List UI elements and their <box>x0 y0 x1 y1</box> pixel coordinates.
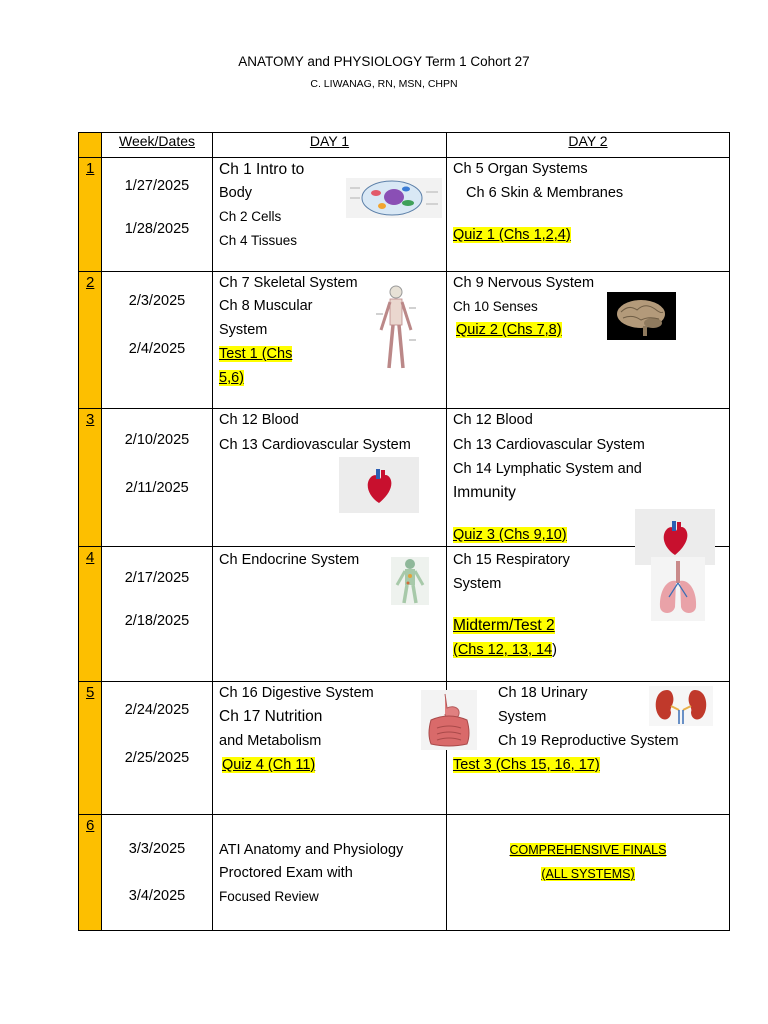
topic-line: Ch 12 Blood <box>453 412 533 428</box>
date: 2/11/2025 <box>125 480 189 496</box>
table-row <box>79 158 730 272</box>
topic-line: Ch 7 Skeletal System <box>219 275 358 291</box>
date: 1/27/2025 <box>124 178 190 194</box>
dates-cell <box>102 815 213 931</box>
day2-cell <box>447 682 730 815</box>
topic-line: Ch 17 Nutrition <box>219 708 323 725</box>
topic-line: Ch Endocrine System <box>219 552 360 568</box>
topic-line: Ch 16 Digestive System <box>219 685 374 701</box>
topic-line: Ch 4 Tissues <box>219 233 298 248</box>
topic-line: Ch 5 Organ Systems <box>453 161 588 177</box>
header-row <box>79 133 730 158</box>
week-number-cell <box>79 682 102 815</box>
date: 1/28/2025 <box>124 221 190 237</box>
quiz-highlight: Quiz 4 (Ch 11) <box>222 757 316 773</box>
topic-line: Ch 15 Respiratory <box>453 552 570 568</box>
date: 3/4/2025 <box>128 888 186 904</box>
topic-line: Ch 8 Muscular <box>219 298 313 314</box>
dates-cell <box>102 682 213 815</box>
heart-image <box>339 457 419 513</box>
week-number: 6 <box>86 817 95 834</box>
instructor-line: C. LIWANAG, RN, MSN, CHPN <box>310 78 458 90</box>
test-highlight: Test 3 (Chs 15, 16, 17) <box>453 757 600 773</box>
week-number: 3 <box>86 411 95 428</box>
brain-image <box>607 292 676 340</box>
table-row <box>79 682 730 815</box>
dates-cell <box>102 158 213 272</box>
date: 2/4/2025 <box>128 341 186 357</box>
topic-line: System <box>219 322 268 338</box>
date: 3/3/2025 <box>128 841 186 857</box>
cell-diagram-image <box>346 178 442 218</box>
topic-line: Ch 2 Cells <box>219 209 282 224</box>
day1-cell <box>213 815 447 931</box>
week-number-cell <box>79 272 102 409</box>
week-number: 1 <box>86 160 95 177</box>
kidneys-image <box>649 686 713 726</box>
topic-line: Body <box>219 185 253 201</box>
midterm-highlight: Midterm/Test 2 <box>453 617 555 634</box>
day1-cell <box>213 158 447 272</box>
week-number-cell <box>79 409 102 547</box>
table-row <box>79 409 730 547</box>
topic-line: Ch 19 Reproductive System <box>498 733 679 749</box>
week-dates-header: Week/Dates <box>102 133 213 158</box>
midterm-highlight: (Chs 12, 13, 14 <box>453 642 553 658</box>
date: 2/25/2025 <box>124 750 190 766</box>
topic-line: Ch 18 Urinary <box>498 685 588 701</box>
date: 2/10/2025 <box>124 432 190 448</box>
endocrine-figure-image <box>391 557 429 605</box>
week-number: 5 <box>86 684 95 701</box>
topic-line: System <box>498 709 547 725</box>
skeleton-figure-image <box>375 284 417 370</box>
topic-line: Immunity <box>453 484 516 501</box>
topic-line: Proctored Exam with <box>219 865 353 881</box>
day1-header: DAY 1 <box>213 133 447 158</box>
topic-line: Ch 12 Blood <box>219 412 299 428</box>
day2-cell <box>447 158 730 272</box>
topic-line: Ch 9 Nervous System <box>453 275 595 291</box>
topic-line: Ch 1 Intro to <box>219 161 305 178</box>
topic-line: Ch 13 Cardiovascular System <box>219 437 411 453</box>
document-title: ANATOMY and PHYSIOLOGY Term 1 Cohort 27 <box>238 54 530 69</box>
date: 2/17/2025 <box>124 570 190 586</box>
test-highlight: Test 1 (Chs <box>219 346 293 362</box>
week-number-cell <box>79 815 102 931</box>
schedule-table <box>78 132 730 931</box>
day2-cell <box>447 815 730 931</box>
date: 2/24/2025 <box>124 702 190 718</box>
day1-cell <box>213 409 447 547</box>
finals-highlight: (ALL SYSTEMS) <box>541 867 635 881</box>
topic-line: and Metabolism <box>219 733 322 749</box>
date: 2/3/2025 <box>128 293 186 309</box>
day2-header: DAY 2 <box>447 133 730 158</box>
day2-cell <box>447 272 730 409</box>
week-number: 2 <box>86 274 95 291</box>
day1-cell <box>213 682 447 815</box>
day1-cell <box>213 547 447 682</box>
day2-cell <box>447 547 730 682</box>
topic-line: Ch 10 Senses <box>453 299 538 314</box>
topic-line: Focused Review <box>219 889 319 904</box>
topic-line: Ch 13 Cardiovascular System <box>453 437 645 453</box>
day1-cell <box>213 272 447 409</box>
quiz-highlight: Quiz 2 (Chs 7,8) <box>456 322 562 338</box>
week-number: 4 <box>86 549 95 566</box>
closing-paren: ) <box>552 642 557 658</box>
lungs-image <box>651 557 705 621</box>
week-number-cell <box>79 547 102 682</box>
date: 2/18/2025 <box>124 613 190 629</box>
topic-line: Ch 6 Skin & Membranes <box>466 185 624 201</box>
table-row <box>79 272 730 409</box>
finals-highlight: COMPREHENSIVE FINALS <box>509 843 667 857</box>
quiz-highlight: Quiz 1 (Chs 1,2,4) <box>453 227 571 243</box>
dates-cell <box>102 409 213 547</box>
dates-cell <box>102 547 213 682</box>
topic-line: Ch 14 Lymphatic System and <box>453 461 642 477</box>
table-row <box>79 547 730 682</box>
topic-line: System <box>453 576 502 592</box>
dates-cell <box>102 272 213 409</box>
week-number-cell <box>79 158 102 272</box>
quiz-highlight: Quiz 3 (Chs 9,10) <box>453 527 567 543</box>
table-row <box>79 815 730 931</box>
day2-cell <box>447 409 730 547</box>
test-highlight: 5,6) <box>219 370 244 386</box>
week-number-header <box>79 133 102 158</box>
topic-line: ATI Anatomy and Physiology <box>219 842 404 858</box>
